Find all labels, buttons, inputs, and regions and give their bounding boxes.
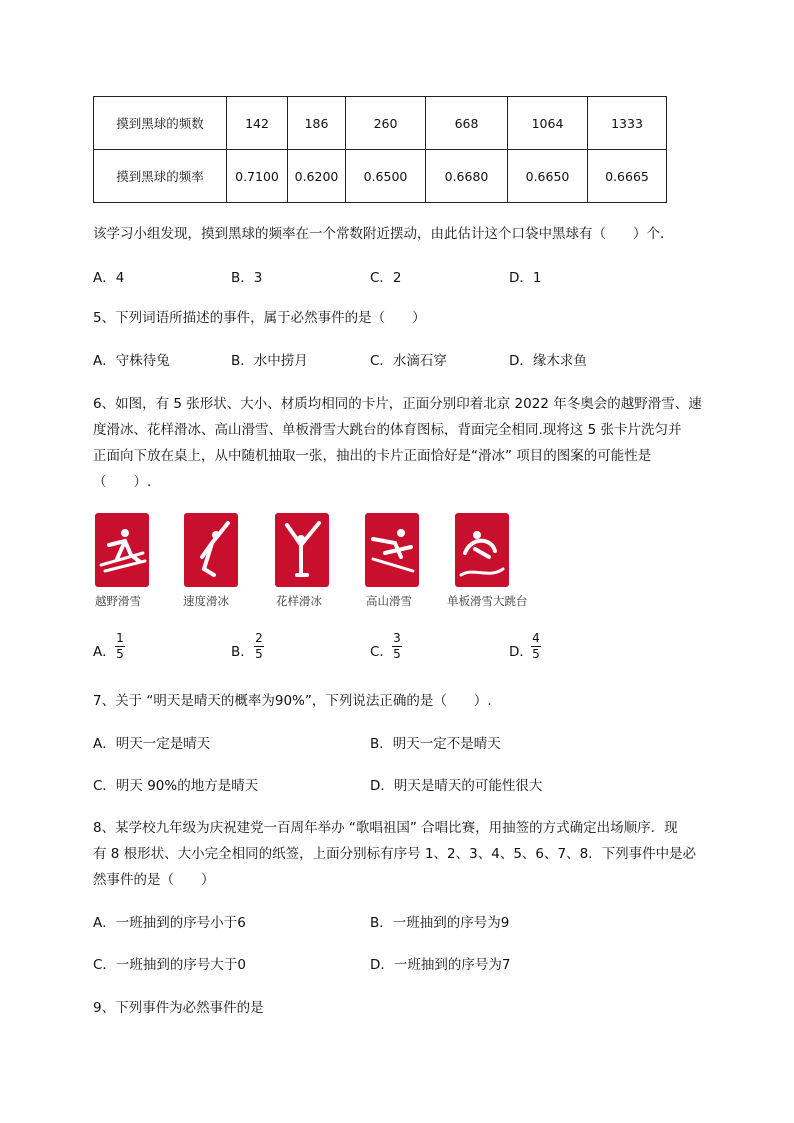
option-b: B．明天一定不是晴天 — [370, 736, 501, 752]
numerator: 4 — [532, 631, 540, 645]
alpine-skiing-icon — [365, 513, 419, 587]
option-d: D．明天是晴天的可能性很大 — [370, 778, 543, 794]
row-header: 摸到黑球的频数 — [94, 97, 227, 150]
question-4-text: 该学习小组发现，摸到黑球的频率在一个常数附近摆动，由此估计这个口袋中黑球有（ ）个． — [93, 226, 674, 242]
table-cell: 668 — [426, 97, 508, 150]
icon-caption: 高山滑雪 — [366, 594, 412, 608]
table-cell: 1064 — [508, 97, 588, 150]
option-d: D．一班抽到的序号为7 — [370, 957, 511, 973]
option-a: A．一班抽到的序号小于6 — [93, 915, 246, 931]
table-cell: 1333 — [588, 97, 667, 150]
option-a: A．4 — [93, 270, 125, 286]
option-d-letter: D． — [509, 644, 533, 660]
table-cell: 0.6665 — [588, 150, 667, 203]
question-6-line: 度滑冰、花样滑冰、高山滑雪、单板滑雪大跳台的体育图标，背面完全相同.现将这 5 张卡片洗匀并 — [93, 422, 682, 438]
numerator: 2 — [255, 631, 263, 645]
question-6-line: 6、如图，有 5 张形状、大小、材质均相同的卡片，正面分别印着北京 2022 年冬奥会的越野滑雪、速 — [93, 396, 702, 412]
table-cell: 0.6680 — [426, 150, 508, 203]
option-b-letter: B． — [231, 644, 254, 660]
option-b: B．3 — [231, 270, 263, 286]
option-c: C．水滴石穿 — [370, 353, 447, 369]
table-cell: 0.6200 — [288, 150, 346, 203]
option-c: C．2 — [370, 270, 402, 286]
table-cell: 0.7100 — [227, 150, 288, 203]
option-d-fraction — [531, 632, 541, 661]
denominator: 5 — [393, 647, 401, 661]
option-b-fraction — [254, 632, 264, 661]
table-cell: 0.6500 — [346, 150, 426, 203]
question-6-line: 正面向下放在桌上，从中随机抽取一张，抽出的卡片正面恰好是“滑冰” 项目的图案的可能性是 — [93, 448, 652, 464]
denominator: 5 — [255, 647, 263, 661]
option-b: B．水中捞月 — [231, 353, 308, 369]
icon-caption: 越野滑雪 — [95, 594, 141, 608]
option-a-letter: A． — [93, 644, 116, 660]
row-header: 摸到黑球的频率 — [94, 150, 227, 203]
cross-country-skiing-icon — [95, 513, 149, 587]
option-c-fraction — [392, 632, 402, 661]
frequency-table — [93, 96, 667, 203]
option-a-fraction — [115, 632, 125, 661]
table-cell: 186 — [288, 97, 346, 150]
table-cell: 142 — [227, 97, 288, 150]
option-d: D．缘木求鱼 — [509, 353, 587, 369]
denominator: 5 — [532, 647, 540, 661]
option-b: B．一班抽到的序号为9 — [370, 915, 510, 931]
option-d: D．1 — [509, 270, 542, 286]
question-9-stem: 9、下列事件为必然事件的是 — [93, 1000, 264, 1016]
option-c-letter: C． — [370, 644, 393, 660]
option-c: C．一班抽到的序号大于0 — [93, 957, 247, 973]
speed-skating-icon — [184, 513, 238, 587]
question-5-stem: 5、下列词语所描述的事件，属于必然事件的是（ ） — [93, 310, 426, 326]
question-8-line: 然事件的是（ ） — [93, 872, 215, 888]
option-c: C．明天 90%的地方是晴天 — [93, 778, 259, 794]
denominator: 5 — [116, 647, 124, 661]
icon-caption: 花样滑冰 — [276, 594, 322, 608]
question-7-stem: 7、关于 “明天是晴天的概率为90%”，下列说法正确的是（ ）. — [93, 693, 492, 709]
table-cell: 0.6650 — [508, 150, 588, 203]
snowboard-big-air-icon — [455, 513, 509, 587]
numerator: 3 — [393, 631, 401, 645]
option-a: A．明天一定是晴天 — [93, 736, 211, 752]
question-8-line: 有 8 根形状、大小完全相同的纸签，上面分别标有序号 1、2、3、4、5、6、7、8．下列事件中是必 — [93, 846, 697, 862]
figure-skating-icon — [275, 513, 329, 587]
table-row — [94, 150, 667, 203]
numerator: 1 — [116, 631, 124, 645]
icon-caption: 单板滑雪大跳台 — [447, 594, 528, 608]
table-row — [94, 97, 667, 150]
question-8-line: 8、某学校九年级为庆祝建党一百周年举办 “歌唱祖国” 合唱比赛，用抽签的方式确定出场顺序．现 — [93, 820, 678, 836]
icon-caption: 速度滑冰 — [183, 594, 229, 608]
table-cell: 260 — [346, 97, 426, 150]
question-6-line: （ ）. — [93, 474, 152, 490]
option-a: A．守株待兔 — [93, 353, 170, 369]
